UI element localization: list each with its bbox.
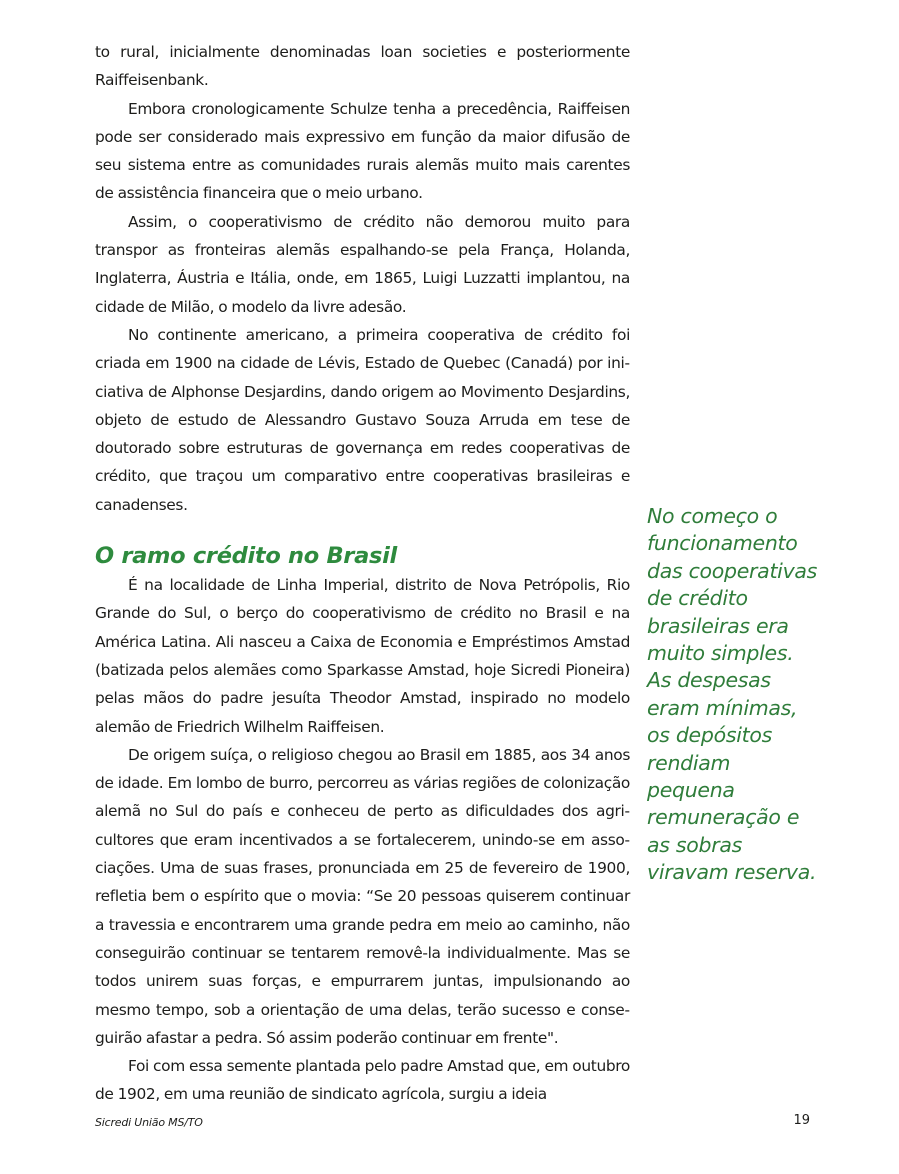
paragraph: Embora cronologicamente Schulze tenha a precedência, Raiffeisen pode ser considerado mais expressivo em função da maior difusão de seu sistema entre as comunidades rurais alemãs muito mais carentes de assistência financeira que o meio urbano. bbox=[95, 99, 630, 203]
sidebar-pull-quote: No começo o funcionamento das cooperativas de crédito brasileiras era muito simples. As despesas eram mínimas, os depósitos rendiam pequena remuneração e as sobras viravam reserva. bbox=[647, 504, 818, 885]
paragraph: Assim, o cooperativismo de crédito não demorou muito para transpor as fronteiras alemãs espalhando-se pela França, Holanda, Inglaterra, Áustria e Itália, onde, em 1865, Luigi Luzzatti implantou, na cidade de Milão, o modelo da livre adesão. bbox=[95, 212, 630, 316]
footer-page-number: 19 bbox=[793, 1113, 810, 1128]
section-heading: O ramo crédito no Brasil bbox=[95, 543, 397, 570]
main-text-column bbox=[95, 38, 630, 1109]
paragraph: Foi com essa semente plantada pelo padre Amstad que, em outubro de 1902, em uma reunião de sindicato agrícola, surgiu a ideia bbox=[95, 1057, 630, 1104]
paragraph: No continente americano, a primeira cooperativa de crédito foi criada em 1900 na cidade de Lévis, Estado de Quebec (Canadá) por iniciativa de Alphonse Desjardins, dando origem ao Movimento Desjardins, objeto de estudo de Alessandro Gustavo Souza Arruda em tese de doutorado sobre estruturas de governança em redes cooperativas de crédito, que traçou um comparativo entre cooperativas brasileiras e canadenses. bbox=[95, 325, 630, 514]
footer-publication-name: Sicredi União MS/TO bbox=[95, 1116, 203, 1129]
paragraph: É na localidade de Linha Imperial, distrito de Nova Petrópolis, Rio Grande do Sul, o berço do cooperativismo de crédito no Brasil e na América Latina. Ali nasceu a Caixa de Economia e Empréstimos Amstad (batizada pelos alemães como Sparkasse Amstad, hoje Sicredi Pioneira) pelas mãos do padre jesuíta Theodor Amstad, inspirado no modelo alemão de Friedrich Wilhelm Raiffeisen. bbox=[95, 576, 630, 736]
paragraph: to rural, inicialmente denominadas loan societies e posteriormente Raiffeisenbank. bbox=[95, 43, 630, 90]
paragraph: De origem suíça, o religioso chegou ao Brasil em 1885, aos 34 anos de idade. Em lombo de burro, percorreu as várias regiões de colonização alemã no Sul do país e conheceu de perto as dificuldades dos agricultores que eram incentivados a se fortalecerem, unindo-se em associações. Uma de suas frases, pronunciada em 25 de fevereiro de 1900, refletia bem o espírito que o movia: “Se 20 pessoas quiserem continuar a travessia e encontrarem uma grande pedra em meio ao caminho, não conseguirão continuar se tentarem removê-la individualmente. Mas se todos unirem suas forças, e empurrarem juntas, impulsionando ao mesmo tempo, sob a orientação de uma delas, terão sucesso e conseguirão afastar a pedra. Só assim poderão continuar em frente". bbox=[95, 745, 630, 1047]
